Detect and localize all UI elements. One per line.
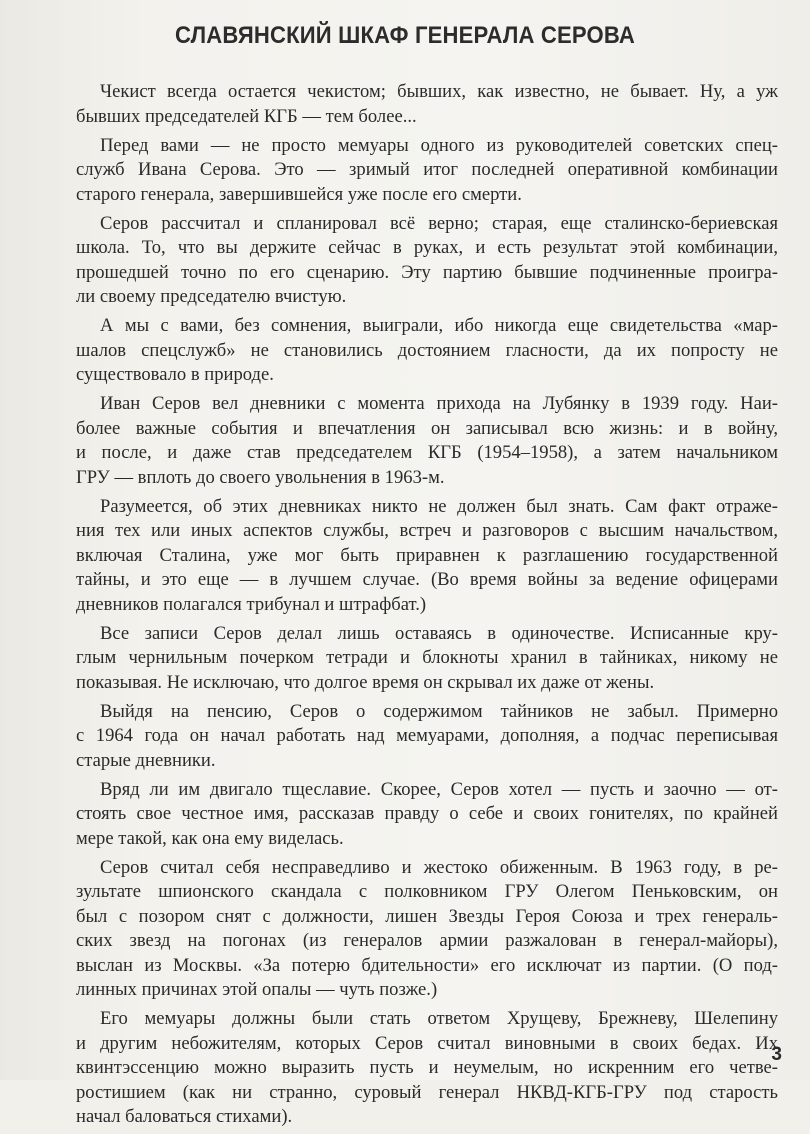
paragraph [76, 1007, 778, 1130]
body-text [76, 80, 778, 1134]
text-line: Перед вами — не просто мемуары одного из руководителей советских спец- [100, 134, 778, 156]
paragraph [76, 80, 778, 129]
text-line: Вряд ли им двигало тщеславие. Скорее, Серов хотел — пусть и заочно — от- [100, 778, 778, 800]
text-line: шалов спецслужб» не становились достоянием гласности, да их попросту не [76, 339, 778, 361]
text-line: А мы с вами, без сомнения, выиграли, ибо никогда еще свидетельства «мар- [100, 315, 778, 336]
text-line: выслан из Москвы. «За потерю бдительности» его исключат из партии. (О под- [76, 954, 778, 976]
text-line: Чекист всегда остается чекистом; бывших, как известно, не бывает. Ну, а уж [100, 81, 778, 102]
text-line: линных причинах этой опалы — чуть позже.) [76, 979, 438, 1000]
text-line: стоять свое честное имя, рассказав правду о себе и своих гонителях, по крайней [76, 803, 778, 824]
text-line: Серов считал себя несправедливо и жестоко обиженным. В 1963 году, в ре- [100, 856, 778, 878]
paragraph [76, 622, 778, 696]
paragraph [76, 212, 778, 310]
text-line: ния тех или иных аспектов службы, встреч и разговоров с высшим начальством, [76, 520, 778, 541]
paragraph [76, 856, 778, 1003]
paragraph [76, 495, 778, 618]
text-line: зультате шпионского скандала с полковником ГРУ Олегом Пеньковским, он [76, 881, 778, 902]
paragraph [76, 134, 778, 208]
text-line: квинтэссенцию можно выразить пусть и неумелым, но искренним его четве- [76, 1057, 778, 1078]
text-line: более важные события и впечатления он записывал всю жизнь: и в войну, [76, 417, 778, 439]
text-line: дневников полагался трибунал и штрафбат.) [76, 593, 427, 615]
text-line: ских звезд на погонах (из генералов армии разжалован в генерал-майоры), [76, 930, 778, 951]
text-line: мере такой, как она ему виделась. [76, 827, 344, 849]
text-line: прошедшей точно по его сценарию. Эту партию бывшие подчиненные проигра- [76, 261, 778, 283]
text-line: начал баловаться стихами). [76, 1106, 293, 1127]
text-line: служб Ивана Серова. Это — зримый итог последней оперативной комбинации [76, 159, 778, 180]
text-line: бывших председателей КГБ — тем более... [76, 105, 417, 127]
text-line: с 1964 года он начал работать над мемуарами, дополняя, а подчас переписывая [76, 725, 778, 746]
text-line: показывая. Не исключаю, что долгое время он скрывал их даже от жены. [76, 671, 655, 693]
text-line: старого генерала, завершившейся уже после его смерти. [76, 183, 522, 205]
text-line: Все записи Серов делал лишь оставаясь в одиночестве. Исписанные кру- [100, 622, 778, 644]
text-line: ли своему председателю вчистую. [76, 286, 347, 307]
text-line: тайны, и это еще — в лучшем случае. (Во время войны за ведение офицерами [76, 569, 778, 590]
page-number: 3 [771, 1044, 782, 1065]
page-title: СЛАВЯНСКИЙ ШКАФ ГЕНЕРАЛА СЕРОВА [175, 22, 635, 49]
text-line: Разумеется, об этих дневниках никто не должен был знать. Сам факт отраже- [100, 495, 778, 517]
text-line: включая Сталина, уже мог быть приравнен к разглашению государственной [76, 544, 778, 566]
text-line: школа. То, что вы держите сейчас в руках, и есть результат этой комбинации, [76, 237, 778, 258]
paragraph [76, 314, 778, 388]
text-line: старые дневники. [76, 749, 216, 771]
text-line: Его мемуары должны были стать ответом Хрущеву, Брежневу, Шелепину [100, 1008, 778, 1029]
text-line: и после, и даже став председателем КГБ (1954–1958), а затем начальником [76, 442, 778, 463]
text-line: ростишием (как ни странно, суровый генерал НКВД-КГБ-ГРУ под старость [76, 1081, 778, 1103]
paragraph [76, 392, 778, 490]
text-line: существовало в природе. [76, 364, 274, 385]
paragraph [76, 778, 778, 852]
text-line: Серов рассчитал и спланировал всё верно; старая, еще сталинско-бериевская [100, 212, 778, 234]
text-line: ГРУ — вплоть до своего увольнения в 1963-м. [76, 466, 445, 488]
text-line: глым чернильным почерком тетради и блокноты хранил в тайниках, никому не [76, 647, 778, 668]
text-line: и другим небожителям, которых Серов считал виновными в своих бедах. Их [76, 1032, 778, 1054]
text-line: Иван Серов вел дневники с момента прихода на Лубянку в 1939 году. Наи- [100, 393, 778, 414]
paragraph [76, 700, 778, 774]
text-line: Выйдя на пенсию, Серов о содержимом тайников не забыл. Примерно [100, 700, 778, 722]
text-line: был с позором снят с должности, лишен Звезды Героя Союза и трех генераль- [76, 905, 778, 927]
